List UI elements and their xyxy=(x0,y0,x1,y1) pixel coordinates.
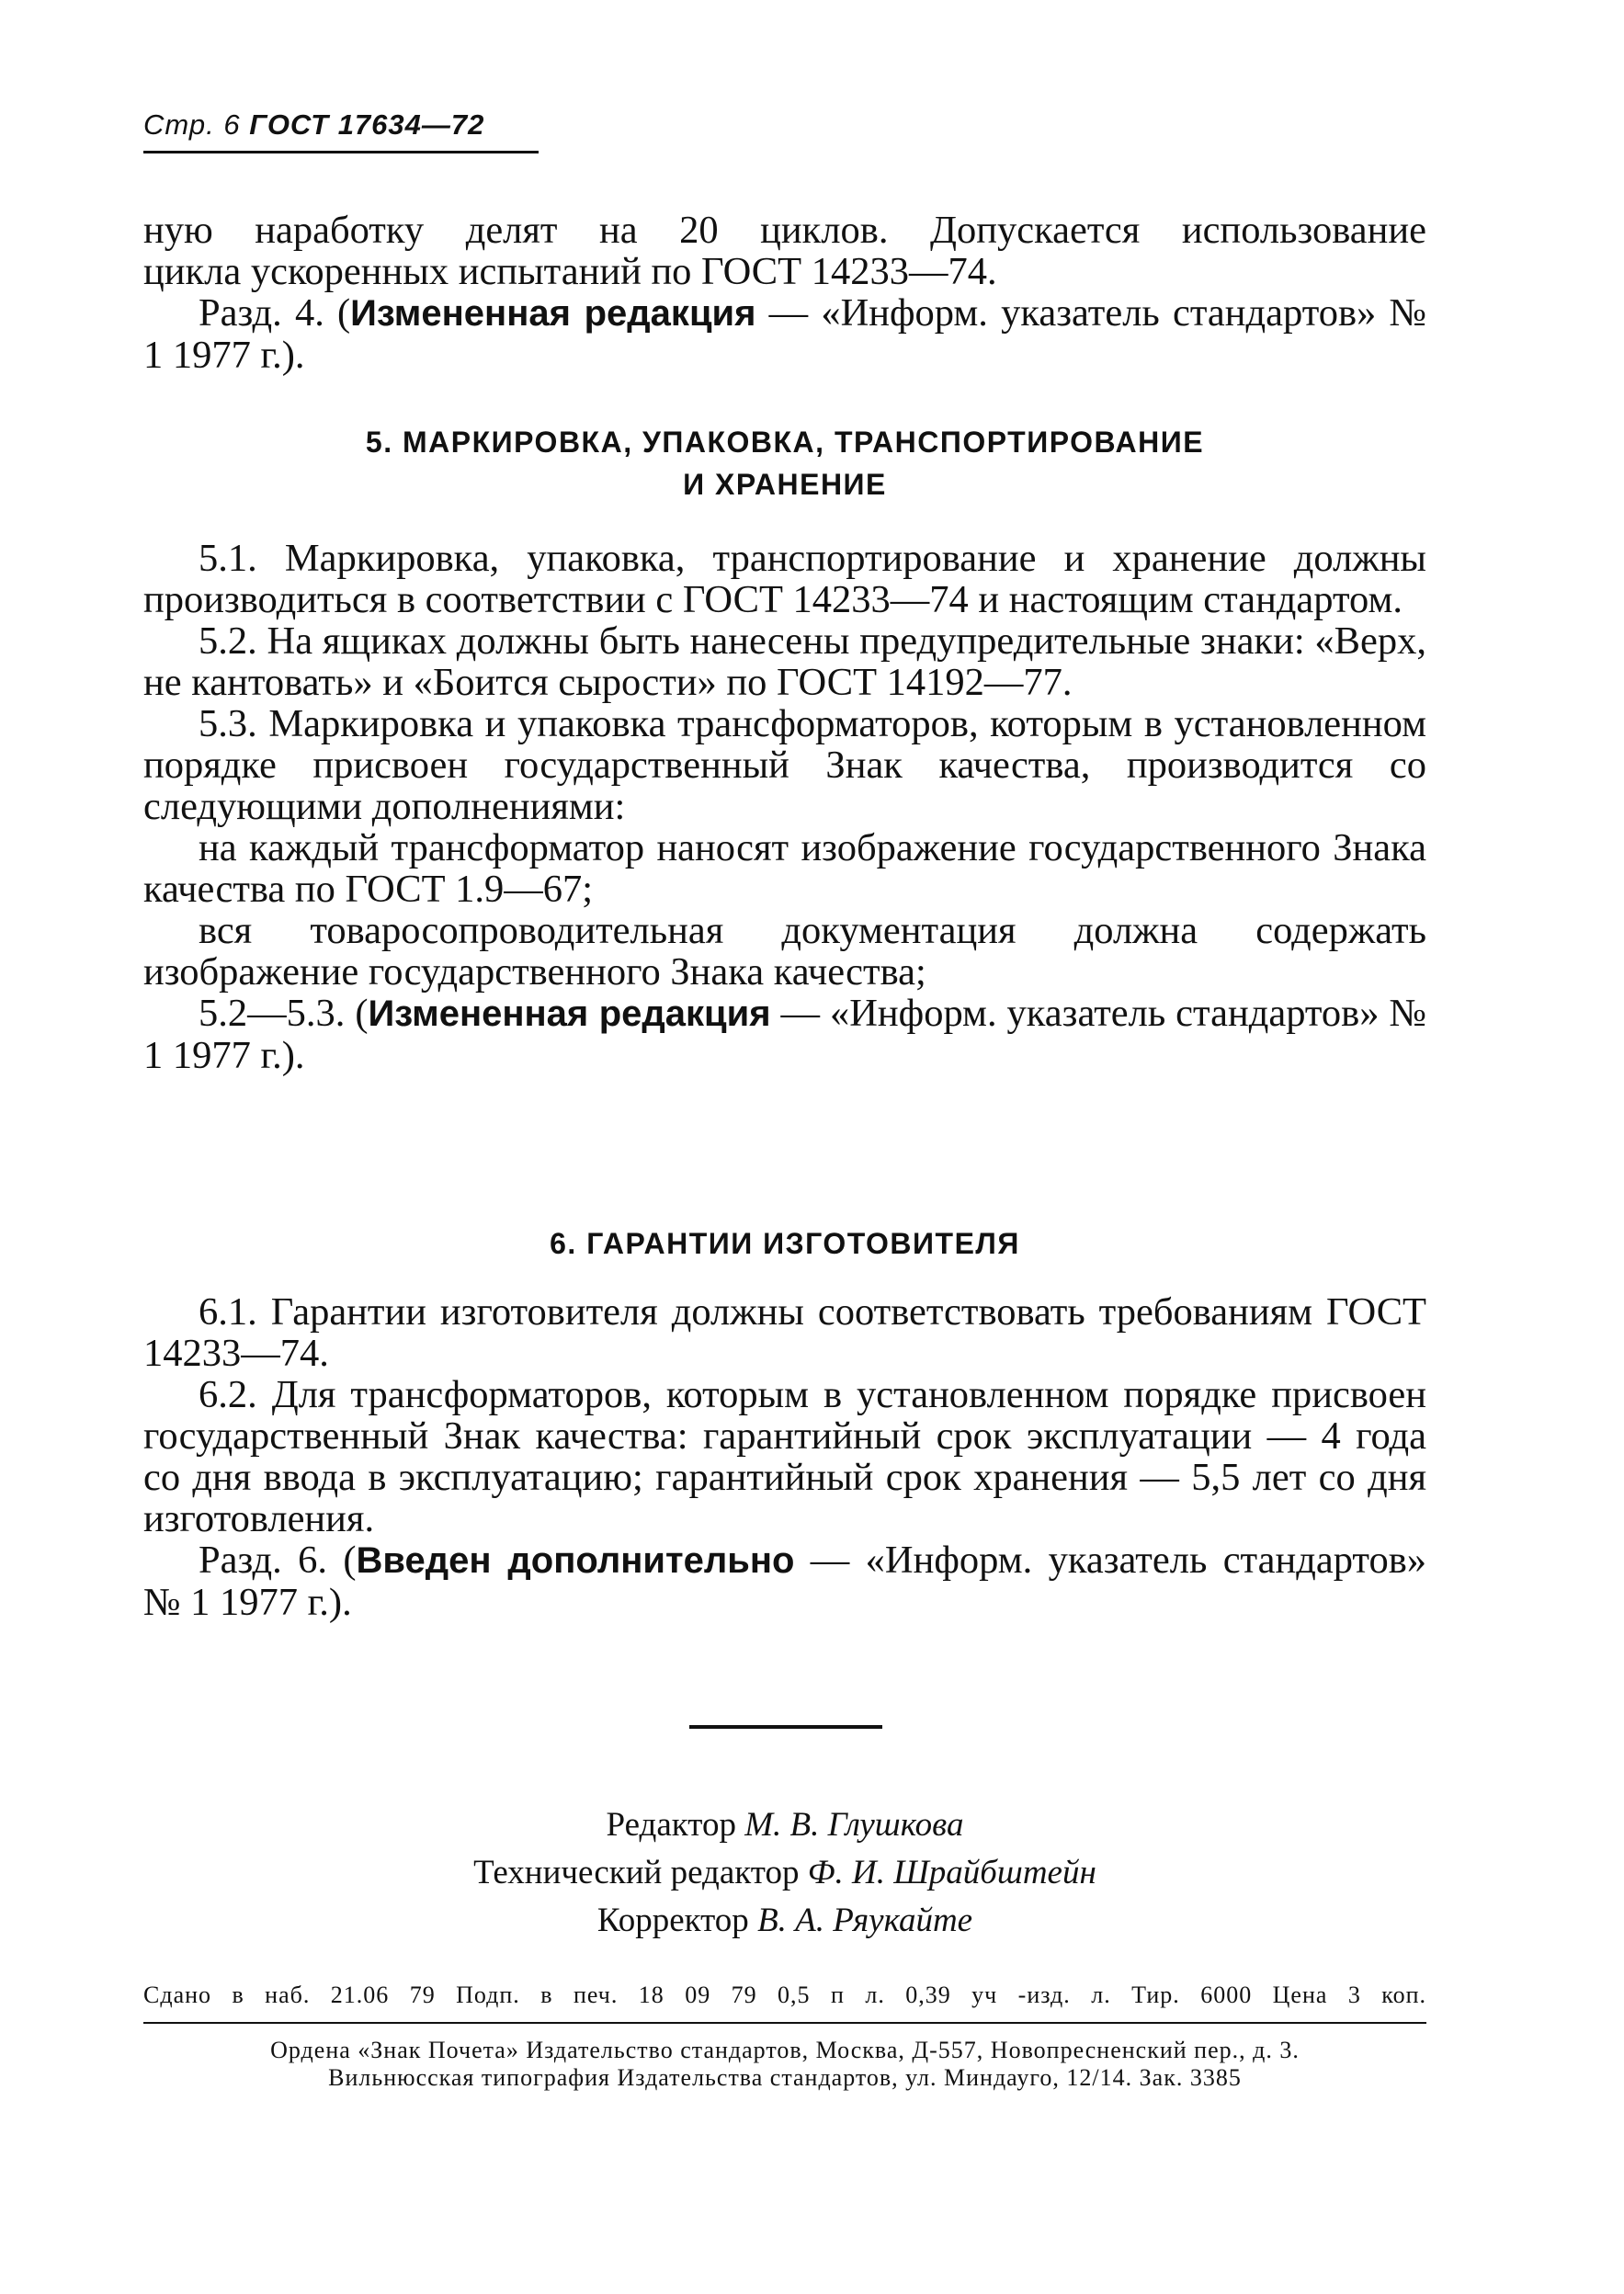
clause-5-2: 5.2. На ящиках должны быть нанесены предупредительные знаки: «Верх, не кантовать» и «Боится сырости» по ГОСТ 14192—77. xyxy=(143,619,1426,704)
section4-amendment-note: Разд. 4. (Измененная редакция — «Информ. указатель стандартов» № 1 1977 г.). xyxy=(143,291,1427,377)
clause-6-2: 6.2. Для трансформаторов, которым в установленном порядке присвоен государственный Знак качества: гарантийный срок эксплуатации — 4 года со дня ввода в эксплуатацию; гарантийный срок хранения — 5,5 лет со дня изготовления. xyxy=(143,1373,1426,1540)
clause-6-1: 6.1. Гарантии изготовителя должны соответствовать требованиям ГОСТ 14233—74. xyxy=(143,1290,1426,1375)
imprint-line-3: Вильнюсская типография Издательства стандартов, ул. Миндауго, 12/14. Зак. 3385 xyxy=(328,2064,1242,2091)
clause-5-3-item-a: на каждый трансформатор наносят изображение государственного Знака качества по ГОСТ 1.9—67; xyxy=(143,826,1426,911)
cont-line-2: цикла ускоренных испытаний по ГОСТ 14233—74. xyxy=(143,250,997,293)
section5-amendment-note: 5.2—5.3. (Измененная редакция — «Информ. указатель стандартов» № 1 1977 г.). xyxy=(143,992,1426,1077)
corrector-line: Корректор В. А. Ряукайте xyxy=(596,1902,973,1939)
header-rule xyxy=(143,151,539,153)
editor-line: Редактор М. В. Глушкова xyxy=(606,1806,964,1844)
section5-heading-line1: 5. МАРКИРОВКА, УПАКОВКА, ТРАНСПОРТИРОВАНИЕ xyxy=(365,426,1205,459)
end-separator xyxy=(689,1725,882,1729)
page-number: Стр. 6 xyxy=(143,108,241,141)
section5-heading xyxy=(143,421,1426,505)
section4-continuation xyxy=(143,210,1426,376)
clause-5-1: 5.1. Маркировка, упаковка, транспортирование и хранение должны производиться в соответствии с ГОСТ 14233—74 и настоящим стандартом. xyxy=(143,537,1426,621)
tech-editor-line: Технический редактор Ф. И. Шрайбштейн xyxy=(473,1854,1096,1891)
imprint-rule xyxy=(143,2022,1426,2024)
section5-body xyxy=(143,538,1426,1076)
section6-heading: 6. ГАРАНТИИ ИЗГОТОВИТЕЛЯ xyxy=(550,1227,1020,1260)
section5-heading-line2: И ХРАНЕНИЕ xyxy=(683,468,887,501)
standard-number: ГОСТ 17634—72 xyxy=(249,108,485,141)
cont-line-1: ную наработку делят на 20 циклов. Допускается использование xyxy=(143,209,1426,252)
clause-5-3: 5.3. Маркировка и упаковка трансформаторов, которым в установленном порядке присвоен государственный Знак качества, производится со следующими дополнениями: xyxy=(143,702,1426,828)
section6-amendment-note: Разд. 6. (Введен дополнительно — «Информ. указатель стандартов» № 1 1977 г.). xyxy=(143,1539,1427,1624)
section6-body xyxy=(143,1291,1426,1623)
imprint-publisher xyxy=(143,2037,1426,2092)
page-header-text xyxy=(143,108,539,142)
credits-block xyxy=(143,1801,1426,1945)
imprint-line-1: Сдано в наб. 21.06 79 Подп. в печ. 18 09 79 0,5 п л. 0,39 уч -изд. л. Тир. 6000 Цена 3 коп. xyxy=(143,1982,1426,2008)
page-header xyxy=(143,108,539,153)
imprint-line-2: Ордена «Знак Почета» Издательство стандартов, Москва, Д-557, Новопресненский пер., д. 3. xyxy=(270,2037,1300,2063)
clause-5-3-item-b: вся товаросопроводительная документация должна содержать изображение государственного Знака качества; xyxy=(143,909,1426,994)
